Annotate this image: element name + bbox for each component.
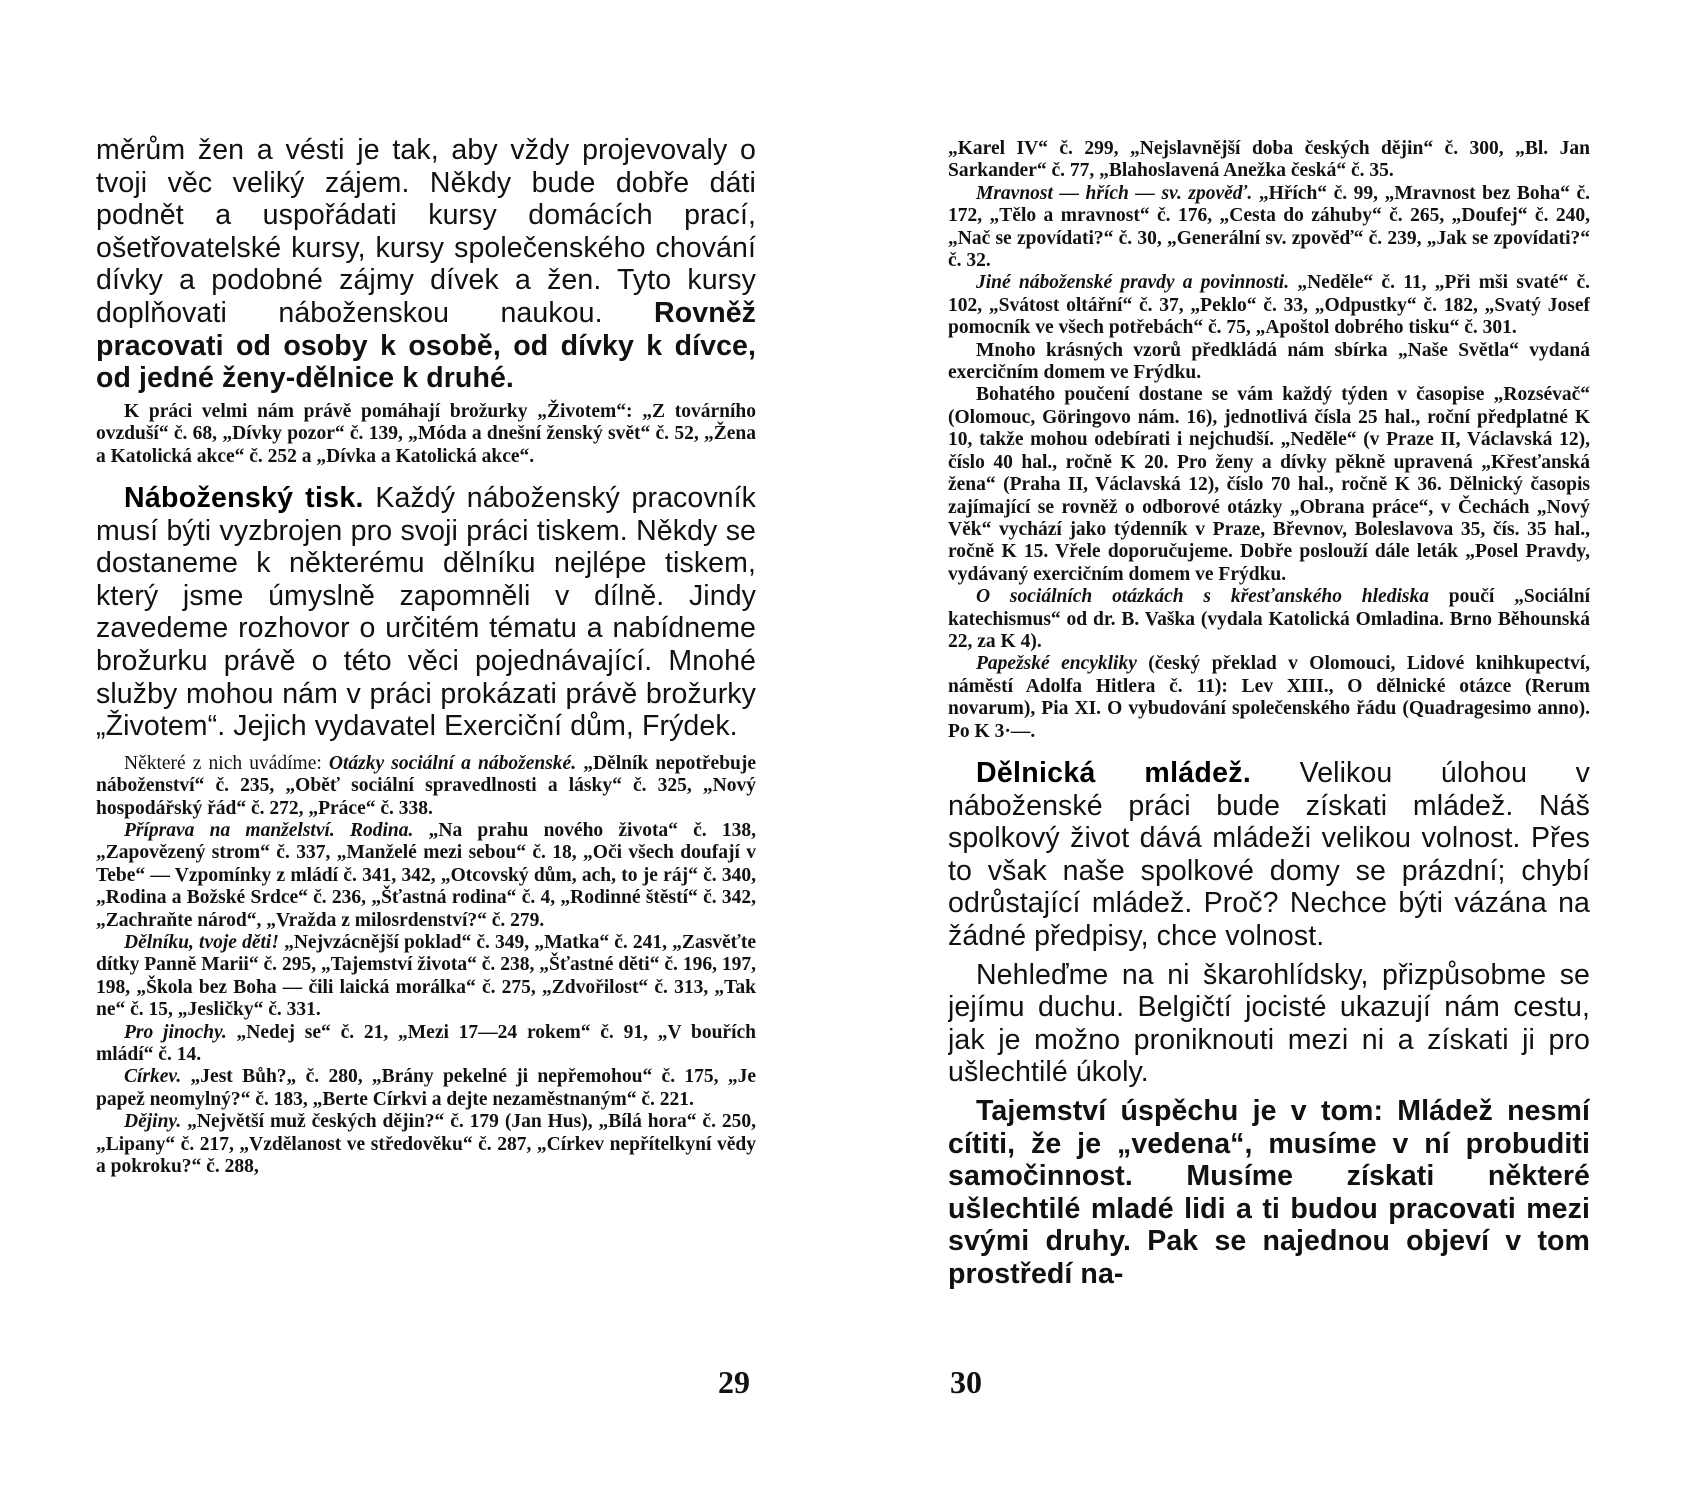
right-page-text-column <box>948 138 1590 1290</box>
paragraph-jocists: Nehleďme na ni škarohlídsky, přizpůsobme se jejímu duchu. Belgičtí jocisté ukazují nám cestu, jak je možno proniknouti mezi ni a získati ji pro ušlechtilé úkoly. <box>948 958 1590 1089</box>
paragraph-religious-press <box>96 482 756 743</box>
paragraph-womens-courses-text: měrům žen a vésti je tak, aby vždy projevovaly o tvoji věc veliký zájem. Někdy bude dobře dáti podnět a uspořádati kursy domácích prací, ošetřovatelské kursy, kursy společenského chování dívky a podobné zájmy dívek a žen. Tyto kursy doplňovati náboženskou naukou. <box>96 134 756 329</box>
section-heading-working-youth: Dělnická mládež. <box>976 756 1252 789</box>
list-workers-children <box>96 932 756 1022</box>
category-social-questions: O sociálních otázkách s křesťanského hlediska <box>976 586 1429 608</box>
paragraph-social-questions-text: poučí „Sociální katechismus“ od dr. B. Vaška (vydala Katolická Omladina. Brno Běhounská 22, za K 4). <box>948 586 1590 652</box>
list-history <box>96 1111 756 1178</box>
list-morality-text: „Hřích“ č. 99, „Mravnost bez Boha“ č. 172, „Tělo a mravnost“ č. 176, „Cesta do záhuby“ č. 265, „Doufej“ č. 240, „Nač se zpovídati?“ č. 30, „Generální sv. zpověď“ č. 239, „Jak se zpovídati?“ č. 32. <box>948 182 1590 272</box>
list-history-text: „Největší muž českých dějin?“ č. 179 (Jan Hus), „Bílá hora“ č. 250, „Lipany“ č. 217, „Vzdělanost ve středověku“ č. 287, „Církev nepřítelkyní vědy a pokroku?“ č. 288, <box>96 1111 756 1178</box>
page-number-right: 30 <box>950 1364 982 1400</box>
paragraph-womens-courses-bold: Rovněž pracovati od osoby k osobě, od dívky k dívce, od jedné ženy-dělnice k druhé. <box>96 296 756 395</box>
category-history: Dějiny. <box>124 1111 182 1133</box>
paragraph-womens-courses <box>96 134 756 395</box>
category-marriage-family: Příprava na manželství. Rodina. <box>124 819 414 841</box>
category-church: Církev. <box>124 1066 182 1088</box>
paragraph-periodicals: Bohatého poučení dostane se vám každý týden v časopise „Rozsévač“ (Olomouc, Göringovo nám. 16), jednotlivá čísla 25 hal., roční předplatné K 10, takže mohou odebírati i nejchudší. „Neděle“ (v Praze II, Václavská 12), číslo 40 hal., ročně K 20. Pro ženy a dívky pěkně upravená „Křesťanská žena“ (Praha II, Václavská 12), číslo 70 hal., ročně K 36. Dělnický časopis zajímající se rovněž o odborové otázky „Obrana práce“, v Čechách „Nový Věk“ vychází jako týdenník v Praze, Břevnov, Boleslavova 35, čís. 35 hal., ročně K 15. Vřele doporučujeme. Dobře poslouží dále leták „Posel Pravdy, vydávaný exercičním domem ve Frýdku. <box>948 384 1590 585</box>
paragraph-social-questions <box>948 586 1590 653</box>
paragraph-papal-encyclicals <box>948 653 1590 743</box>
list-workers-children-text: „Nejvzácnější poklad“ č. 349, „Matka“ č. 241, „Zasvěťte dítky Panně Marii“ č. 295, „Tajemství života“ č. 238, „Šťastné děti“ č. 196, 197, 198, „Škola bez Boha — čili laická morálka“ č. 275, „Zdvořilost“ č. 313, „Tak ne“ č. 15, „Jesličky“ č. 331. <box>96 931 756 1021</box>
category-papal-encyclicals: Papežské encykliky <box>976 653 1137 675</box>
category-morality-sin-confession: Mravnost — hřích — sv. zpověď. <box>976 182 1253 204</box>
list-church-text: „Jest Bůh?„ č. 280, „Brány pekelné ji nepřemohou“ č. 175, „Je papež neomylný?“ č. 183, „Berte Církvi a dejte nezaměstnaným“ č. 221. <box>96 1066 756 1110</box>
category-workers-children: Dělníku, tvoje děti! <box>124 931 279 953</box>
paragraph-papal-encyclicals-text: (český překlad v Olomouci, Lidové knihkupectví, náměstí Adolfa Hitlera č. 11): Lev XIII., O dělnické otázce (Rerum novarum), Pia XI. O vybudování společenského řádu (Quadragesimo anno). Po K 3·—. <box>948 653 1590 742</box>
list-social-religious <box>96 753 756 820</box>
left-page-text-column <box>96 134 756 1178</box>
list-other-truths-text: „Neděle“ č. 11, „Při mši svaté“ č. 102, „Svátost oltářní“ č. 37, „Peklo“ č. 33, „Odpustky“ č. 182, „Svatý Josef pomocník ve všech potřebách“ č. 75, „Apoštol dobrého tisku“ č. 301. <box>948 272 1590 339</box>
list-marriage-family <box>96 820 756 932</box>
paragraph-religious-press-text: Každý náboženský pracovník musí býti vyzbrojen pro svoji práci tiskem. Někdy se dostaneme k některému dělníku nejlépe tiskem, který jsme úmyslně zapomněli v dílně. Jindy zavedeme rozhovor o určitém tématu a nabídneme brožurku právě o této věci pojednávající. Mnohé služby mohou nám v práci prokázati právě brožurky „Životem“. Jejich vydavatel Exerciční dům, Frýdek. <box>96 481 756 743</box>
list-marriage-family-text: „Na prahu nového života“ č. 138, „Zapovězený strom“ č. 337, „Manželé mezi sebou“ č. 18, „Oči všech doufají v Tebe“ — Vzpomínky z mládí č. 341, 342, „Otcovský dům, ach, to je ráj“ č. 340, „Rodina a Božské Srdce“ č. 236, „Šťastná rodina“ č. 4, „Rodinné štěstí“ č. 342, „Zachraňte národ“, „Vražda z milosrdenství?“ č. 279. <box>96 819 756 931</box>
section-heading-religious-press: Náboženský tisk. <box>124 481 364 514</box>
page-number-left: 29 <box>718 1364 750 1400</box>
paragraph-secret-of-success: Tajemství úspěchu je v tom: Mládež nesmí cítiti, že je „vedena“, musíme v ní probuditi samočinnost. Musíme získati některé ušlechtilé mladé lidi a ti budou pracovati mezi svými druhy. Pak se najednou objeví v tom prostředí na- <box>948 1094 1590 1290</box>
list-history-continued: „Karel IV“ č. 299, „Nejslavnější doba českých dějin“ č. 300, „Bl. Jan Sarkander“ č. 77, „Blahoslavená Anežka česká“ č. 35. <box>948 138 1590 182</box>
paragraph-working-youth <box>948 757 1590 953</box>
paragraph-brochures-zivotem: K práci velmi nám právě pomáhají brožurky „Životem“: „Z továrního ovzduší“ č. 68, „Dívky pozor“ č. 139, „Móda a dnešní ženský svět“ č. 52, „Žena a Katolická akce“ č. 252 a „Dívka a Katolická akce“. <box>96 400 756 467</box>
list-young-men-text: „Nedej se“ č. 21, „Mezi 17—24 rokem“ č. 91, „V bouřích mládí“ č. 14. <box>96 1021 756 1065</box>
paragraph-working-youth-text: Velikou úlohou v náboženské práci bude získati mládež. Náš spolkový život dává mládeži velikou volnost. Přes to však naše spolkové domy se prázdní; chybí odrůstající mládež. Proč? Nechce býti vázána na žádné předpisy, chce volnost. <box>948 756 1590 952</box>
list-young-men <box>96 1022 756 1067</box>
list-morality-sin-confession <box>948 183 1590 273</box>
list-church <box>96 1066 756 1111</box>
category-young-men: Pro jinochy. <box>124 1021 227 1043</box>
category-social-religious: Otázky sociální a náboženské. <box>328 752 577 774</box>
list-social-religious-text: „Dělník nepotřebuje náboženství“ č. 235, „Oběť sociální spravedlnosti a lásky“ č. 325, „Nový hospodářský řád“ č. 272, „Práce“ č. 338. <box>96 752 756 819</box>
list-other-religious-truths <box>948 272 1590 339</box>
right-page <box>842 0 1684 1500</box>
paragraph-nase-svetla: Mnoho krásných vzorů předkládá nám sbírka „Naše Světla“ vydaná exercičním domem ve Frýdku. <box>948 339 1590 384</box>
list-intro: Některé z nich uvádíme: <box>124 752 322 774</box>
category-other-religious-truths: Jiné náboženské pravdy a povinnosti. <box>976 272 1290 294</box>
